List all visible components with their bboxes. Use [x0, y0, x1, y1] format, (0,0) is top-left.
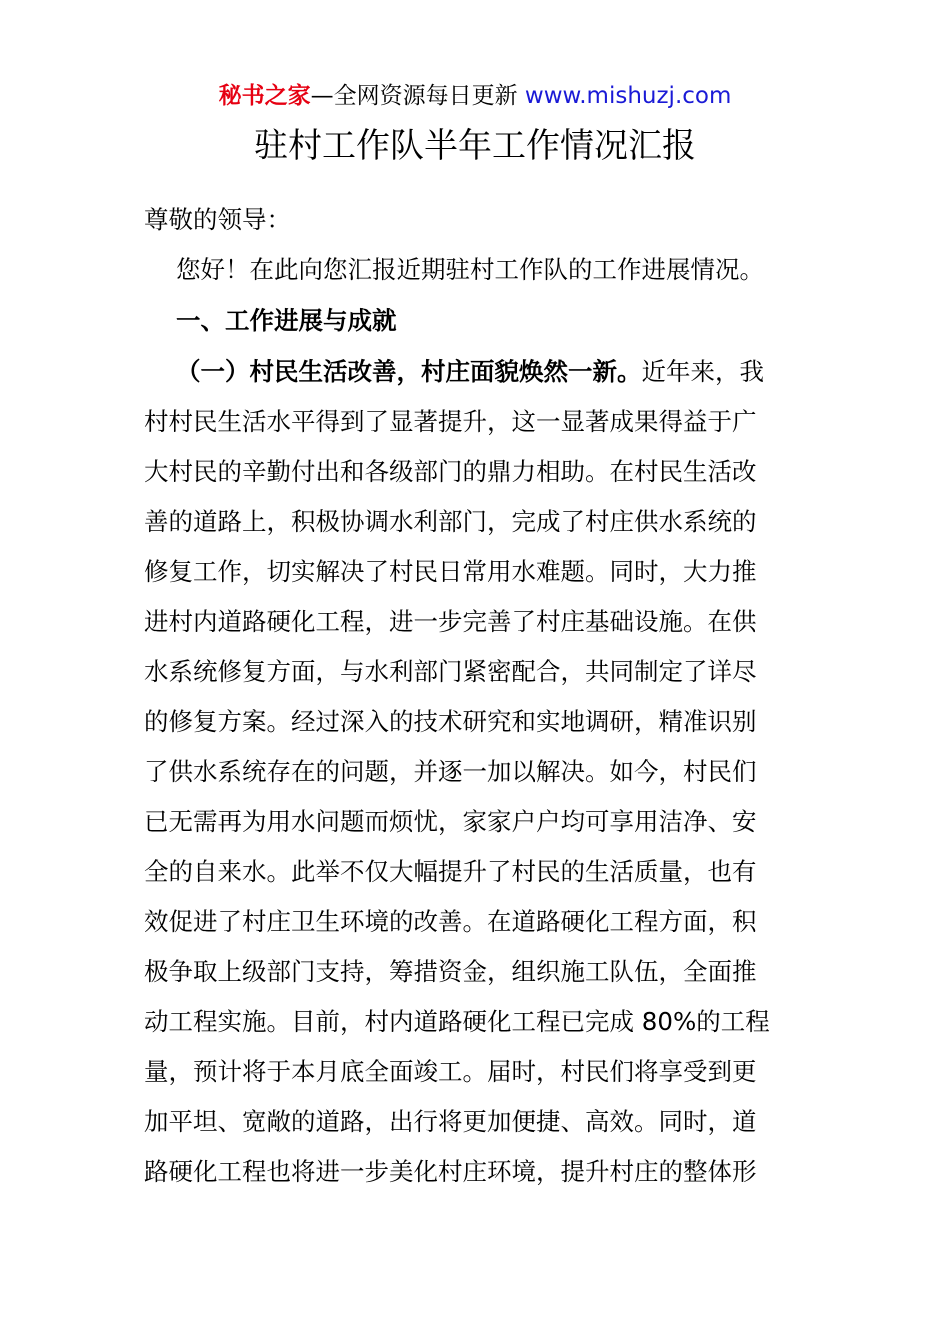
- site-brand: 秘书之家: [218, 83, 311, 109]
- paragraph-line: 效促进了村庄卫生环境的改善。在道路硬化工程方面，积: [144, 907, 757, 936]
- paragraph-first-line: [176, 354, 764, 390]
- section-heading: 一、工作进展与成就: [176, 306, 397, 335]
- site-slogan: —全网资源每日更新: [310, 83, 518, 109]
- paragraph-line: 进村内道路硬化工程，进一步完善了村庄基础设施。在供: [144, 607, 757, 636]
- paragraph-line: 加平坦、宽敞的道路，出行将更加便捷、高效。同时，道: [144, 1107, 757, 1136]
- salutation: 尊敬的领导：: [144, 205, 291, 234]
- paragraph-line-start: 近年来，我: [641, 357, 764, 386]
- paragraph-line: 动工程实施。目前，村内道路硬化工程已完成 80%的工程: [144, 1007, 770, 1036]
- paragraph-line: 已无需再为用水问题而烦忧，家家户户均可享用洁净、安: [144, 807, 757, 836]
- paragraph-line: 修复工作，切实解决了村民日常用水难题。同时，大力推: [144, 557, 757, 586]
- greeting: 您好！在此向您汇报近期驻村工作队的工作进展情况。: [176, 255, 764, 284]
- paragraph-line: 路硬化工程也将进一步美化村庄环境，提升村庄的整体形: [144, 1157, 757, 1186]
- paragraph-line: 全的自来水。此举不仅大幅提升了村民的生活质量，也有: [144, 857, 757, 886]
- site-url-link[interactable]: www.mishuzj.com: [524, 83, 732, 109]
- paragraph-line: 极争取上级部门支持，筹措资金，组织施工队伍，全面推: [144, 957, 757, 986]
- paragraph-line: 的修复方案。经过深入的技术研究和实地调研，精准识别: [144, 707, 757, 736]
- paragraph-line: 善的道路上，积极协调水利部门，完成了村庄供水系统的: [144, 507, 757, 536]
- subsection-heading: （一）村民生活改善，村庄面貌焕然一新。: [176, 357, 642, 386]
- document-title: 驻村工作队半年工作情况汇报: [254, 126, 696, 166]
- paragraph-line: 量，预计将于本月底全面竣工。届时，村民们将享受到更: [144, 1057, 757, 1086]
- site-banner: [0, 80, 950, 112]
- paragraph-line: 了供水系统存在的问题，并逐一加以解决。如今，村民们: [144, 757, 757, 786]
- paragraph-line: 水系统修复方面，与水利部门紧密配合，共同制定了详尽: [144, 657, 757, 686]
- paragraph-line: 大村民的辛勤付出和各级部门的鼎力相助。在村民生活改: [144, 457, 757, 486]
- paragraph-line: 村村民生活水平得到了显著提升，这一显著成果得益于广: [144, 407, 757, 436]
